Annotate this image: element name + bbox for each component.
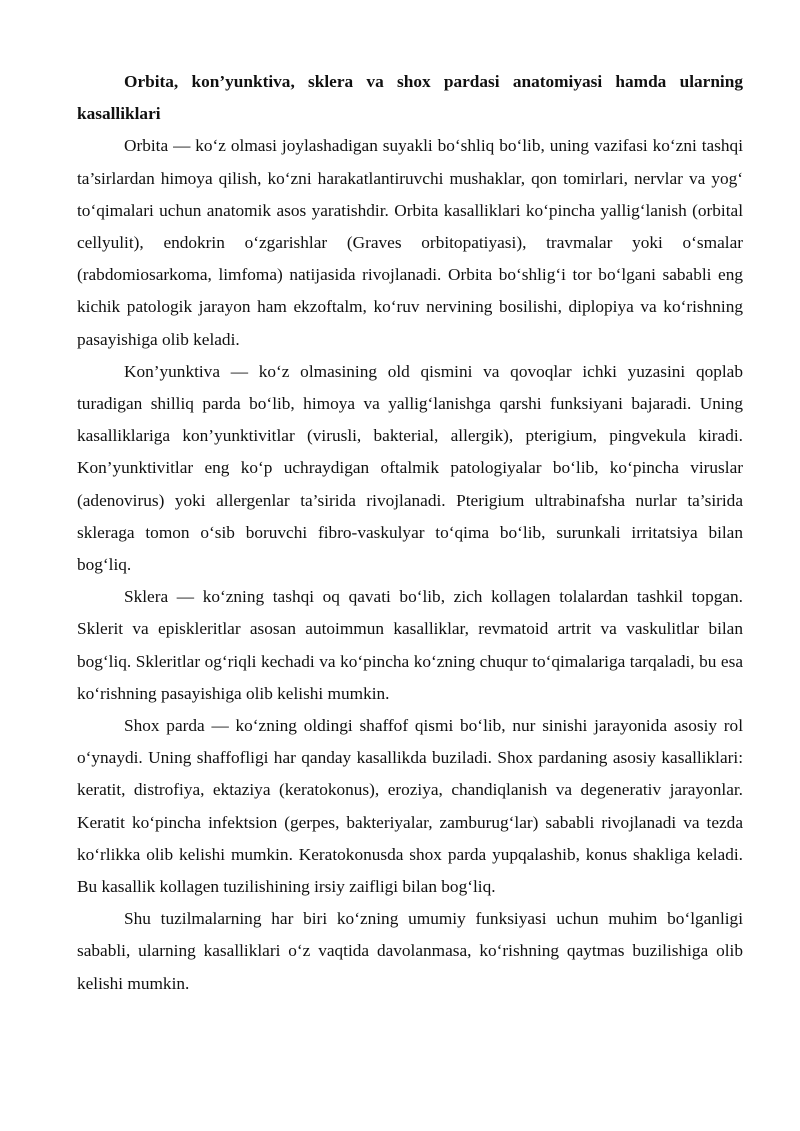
document-title: Orbita, kon’yunktiva, sklera va shox pardasi anatomiyasi hamda ularning kasalliklari [77,72,743,124]
paragraph-konyunktiva: Kon’yunktiva — ko‘z olmasining old qismini va qovoqlar ichki yuzasini qoplab turadigan shilliq parda bo‘lib, himoya va yallig‘lanishga qarshi funksiyani bajaradi. Uning kasalliklariga kon’yunktivitlar (virusli, bakterial, allergik), pterigium, pingvekula kiradi. Kon’yunktivitlar eng ko‘p uchraydigan oftalmik patologiyalar bo‘lib, ko‘pincha viruslar (adenovirus) yoki allergenlar ta’sirida rivojlanadi. Pterigium ultrabinafsha nurlar ta’sirida skleraga tomon o‘sib boruvchi fibro-vaskulyar to‘qima bo‘lib, surunkali irritatsiya bilan bog‘liq. [77,361,743,575]
paragraph-conclusion: Shu tuzilmalarning har biri ko‘zning umumiy funksiyasi uchun muhim bo‘lganligi sababli, ularning kasalliklari o‘z vaqtida davolanmasa, ko‘rishning qaytmas buzilishiga olib kelishi mumkin. [77,909,743,993]
paragraph-orbita: Orbita — ko‘z olmasi joylashadigan suyakli bo‘shliq bo‘lib, uning vazifasi ko‘zni tashqi ta’sirlardan himoya qilish, ko‘zni harakatlantiruvchi mushaklar, qon tomirlari, nervlar va yog‘ to‘qimalari uchun anatomik asos yaratishdir. Orbita kasalliklari ko‘pincha yallig‘lanish (orbital cellyulit), endokrin o‘zgarishlar (Graves orbitopatiyasi), travmalar yoki o‘smalar (rabdomiosarkoma, limfoma) natijasida rivojlanadi. Orbita bo‘shlig‘i tor bo‘lgani sababli eng kichik patologik jarayon ham ekzoftalm, ko‘ruv nervining bosilishi, diplopiya va ko‘rishning pasayishiga olib keladi. [77,136,743,349]
paragraph-sklera: Sklera — ko‘zning tashqi oq qavati bo‘lib, zich kollagen tolalardan tashkil topgan. Sklerit va episkleritlar asosan autoimmun kasalliklar, revmatoid artrit va vaskulitlar bilan bog‘liq. Skleritlar og‘riqli kechadi va ko‘pincha ko‘zning chuqur to‘qimalariga tarqaladi, bu esa ko‘rishning pasayishiga olib kelishi mumkin. [77,587,743,703]
paragraph-shox-parda: Shox parda — ko‘zning oldingi shaffof qismi bo‘lib, nur sinishi jarayonida asosiy rol o‘ynaydi. Uning shaffofligi har qanday kasallikda buziladi. Shox pardaning asosiy kasalliklari: keratit, distrofiya, ektaziya (keratokonus), eroziya, chandiqlanish va degenerativ jarayonlar. Keratit ko‘pincha infektsion (gerpes, bakteriyalar, zamburug‘lar) sababli rivojlanadi va tezda ko‘rlikka olib kelishi mumkin. Keratokonusda shox parda yupqalashib, konus shakliga keladi. Bu kasallik kollagen tuzilishining irsiy zaifligi bilan bog‘liq. [77,716,743,897]
